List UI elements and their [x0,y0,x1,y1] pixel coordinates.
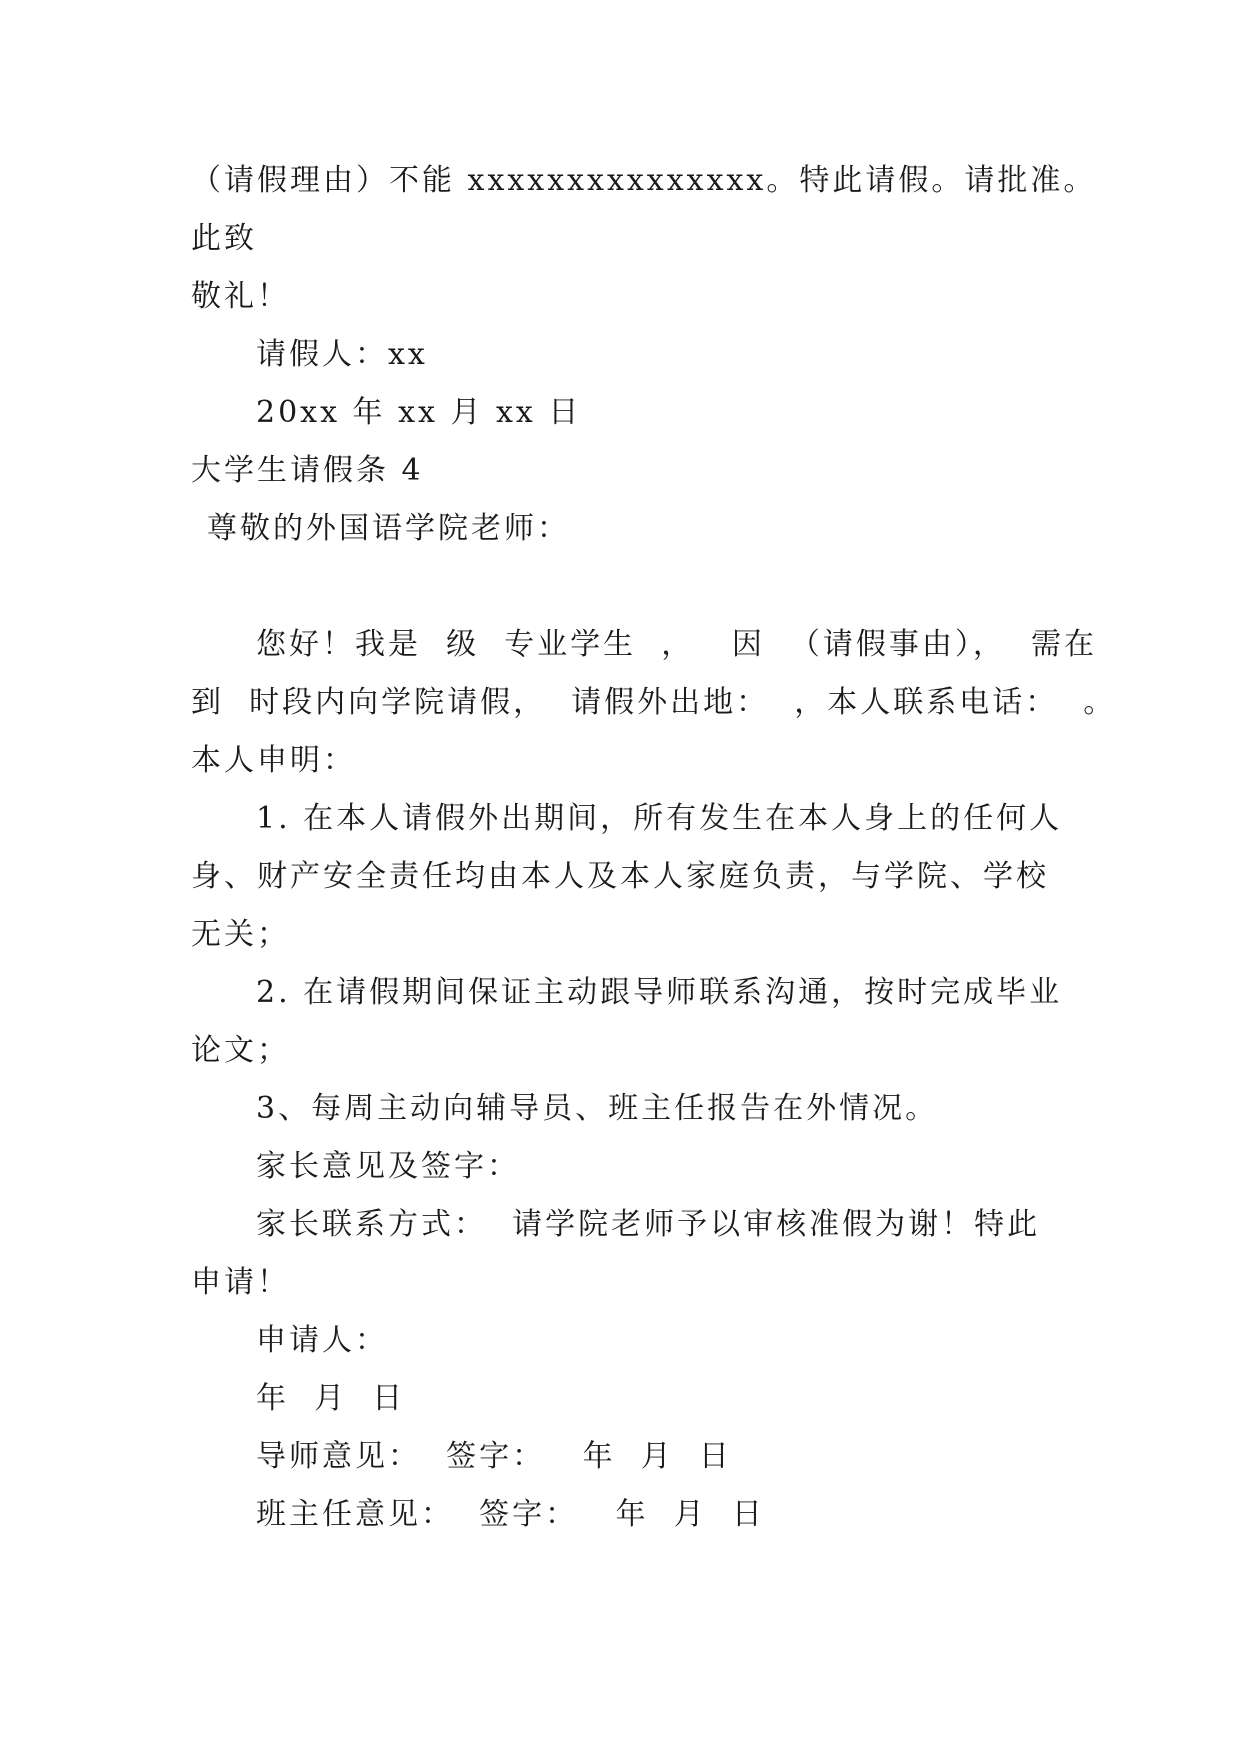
declaration-item-2-line-2: 论文； [191,1033,290,1068]
declaration-item-2-line-1: 2. 在请假期间保证主动跟导师联系沟通，按时完成毕业 [256,975,1063,1010]
text-line-closing: 此致 [191,221,257,256]
class-teacher-opinion-line: 班主任意见： 签字： 年 月 日 [256,1497,765,1532]
application-end-line: 申请！ [191,1265,290,1300]
parent-contact-line: 家长联系方式： 请学院老师予以审核准假为谢！特此 [256,1207,1041,1242]
parent-opinion-line: 家长意见及签字： [256,1149,520,1184]
section-title: 大学生请假条 4 [191,453,424,488]
applicant-signature-line: 申请人： [256,1323,388,1358]
applicant-line: 请假人：xx [256,337,428,372]
text-line-regards: 敬礼！ [191,279,290,314]
advisor-opinion-line: 导师意见： 签字： 年 月 日 [256,1439,732,1474]
date-line: 20xx 年 xx 月 xx 日 [256,395,582,430]
declaration-item-1-line-1: 1. 在本人请假外出期间，所有发生在本人身上的任何人 [256,801,1063,836]
declaration-item-3: 3、每周主动向辅导员、班主任报告在外情况。 [256,1091,939,1126]
salutation-line: 尊敬的外国语学院老师： [207,511,570,546]
body-line-1: 您好！我是 级 专业学生 ， 因 （请假事由）， 需在 [256,627,1097,662]
declaration-item-1-line-3: 无关； [191,917,290,952]
declaration-heading: 本人申明： [191,743,356,778]
declaration-item-1-line-2: 身、财产安全责任均由本人及本人家庭负责，与学院、学校 [191,859,1049,894]
application-date-line: 年 月 日 [256,1381,406,1416]
body-line-2: 到 时段内向学院请假， 请假外出地： ，本人联系电话： 。 [191,685,1117,720]
text-line-reason: （请假理由）不能 xxxxxxxxxxxxxxx。特此请假。请批准。 [191,163,1097,198]
